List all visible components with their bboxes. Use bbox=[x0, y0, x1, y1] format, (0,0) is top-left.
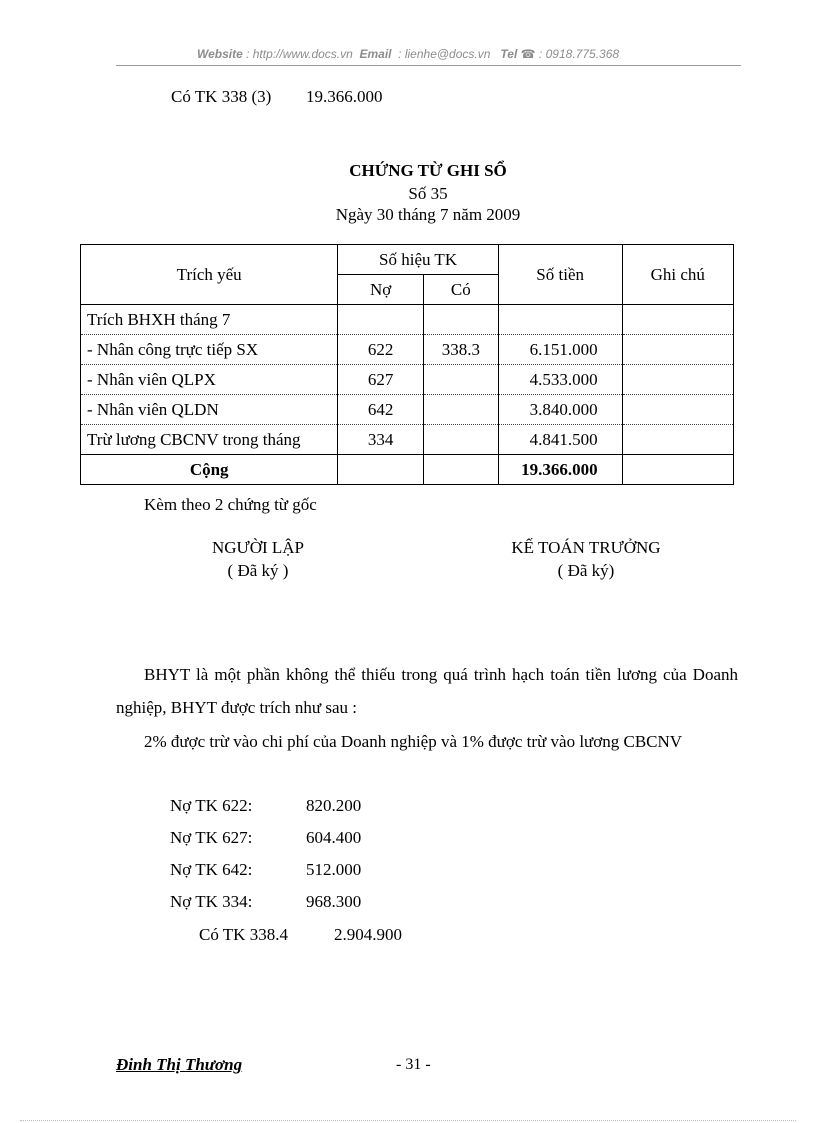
entry-amount: 512.000 bbox=[306, 860, 362, 879]
website-label: Website bbox=[196, 47, 243, 61]
total-co bbox=[423, 455, 498, 485]
row-amount: 3.840.000 bbox=[498, 395, 622, 425]
col-ghi-chu: Ghi chú bbox=[622, 245, 733, 305]
row-note bbox=[622, 335, 733, 365]
page-number: - 31 - bbox=[396, 1056, 431, 1073]
row-co bbox=[423, 425, 498, 455]
total-label: Cộng bbox=[81, 455, 338, 485]
entry-amount: 968.300 bbox=[306, 892, 362, 911]
page-header bbox=[0, 47, 816, 61]
row-co bbox=[423, 365, 498, 395]
credit-entry-amount: 2.904.900 bbox=[334, 925, 402, 944]
email-value: : lienhe@docs.vn bbox=[398, 47, 491, 61]
table-row bbox=[81, 425, 734, 455]
total-no bbox=[338, 455, 424, 485]
entry-amount: 820.200 bbox=[306, 796, 362, 815]
table-row bbox=[81, 335, 734, 365]
row-amount bbox=[498, 305, 622, 335]
row-co bbox=[423, 395, 498, 425]
entry-amount: 604.400 bbox=[306, 828, 362, 847]
top-entry-account: Có TK 338 (3) bbox=[171, 87, 272, 106]
row-desc: Trích BHXH tháng 7 bbox=[81, 305, 338, 335]
row-co: 338.3 bbox=[423, 335, 498, 365]
table-row bbox=[81, 305, 734, 335]
entry-account: Nợ TK 622: bbox=[170, 796, 253, 815]
top-entry-amount: 19.366.000 bbox=[306, 87, 383, 106]
voucher-title: CHỨNG TỪ GHI SỔ bbox=[349, 161, 507, 180]
voucher-number: Số 35 bbox=[408, 184, 448, 203]
entry-account: Nợ TK 334: bbox=[170, 892, 253, 911]
row-desc: Trừ lương CBCNV trong tháng bbox=[81, 425, 338, 455]
row-no: 334 bbox=[338, 425, 424, 455]
col-no: Nợ bbox=[338, 275, 424, 305]
row-note bbox=[622, 365, 733, 395]
row-no: 622 bbox=[338, 335, 424, 365]
tel-label: Tel bbox=[500, 47, 518, 61]
paragraph-bhyt-intro: BHYT là một phần không thể thiếu trong quá trình hạch toán tiền lương của Doanh nghiệp, BHYT được trích như sau : bbox=[116, 665, 738, 717]
row-desc: - Nhân viên QLDN bbox=[81, 395, 338, 425]
row-amount: 4.841.500 bbox=[498, 425, 622, 455]
signature-left-status: ( Đã ký ) bbox=[227, 561, 289, 580]
row-desc: - Nhân công trực tiếp SX bbox=[81, 335, 338, 365]
row-amount: 4.533.000 bbox=[498, 365, 622, 395]
row-note bbox=[622, 305, 733, 335]
website-value: : http://www.docs.vn bbox=[246, 47, 353, 61]
signature-right-status: ( Đã ký) bbox=[557, 561, 615, 580]
total-amount: 19.366.000 bbox=[498, 455, 622, 485]
phone-icon: ☎ bbox=[520, 47, 536, 61]
col-trich-yeu: Trích yếu bbox=[81, 245, 338, 305]
row-note bbox=[622, 395, 733, 425]
row-co bbox=[423, 305, 498, 335]
row-no: 627 bbox=[338, 365, 424, 395]
credit-entry-account: Có TK 338.4 bbox=[199, 925, 288, 944]
total-note bbox=[622, 455, 733, 485]
row-desc: - Nhân viên QLPX bbox=[81, 365, 338, 395]
row-no bbox=[338, 305, 424, 335]
entry-account: Nợ TK 642: bbox=[170, 860, 253, 879]
table-row bbox=[81, 395, 734, 425]
row-note bbox=[622, 425, 733, 455]
voucher-date: Ngày 30 tháng 7 năm 2009 bbox=[335, 205, 521, 224]
row-amount: 6.151.000 bbox=[498, 335, 622, 365]
paragraph-bhyt-rate: 2% được trừ vào chi phí của Doanh nghiệp và 1% được trừ vào lương CBCNV bbox=[144, 732, 683, 751]
col-so-tien: Số tiền bbox=[498, 245, 622, 305]
signature-right-title: KẾ TOÁN TRƯỞNG bbox=[511, 538, 661, 557]
table-row bbox=[81, 365, 734, 395]
col-so-hieu: Số hiệu TK bbox=[338, 245, 498, 275]
signature-left-title: NGƯỜI LẬP bbox=[211, 538, 305, 557]
voucher-table bbox=[80, 244, 734, 485]
total-row bbox=[81, 455, 734, 485]
email-label: Email bbox=[359, 47, 392, 61]
footer-divider bbox=[20, 1120, 796, 1121]
attached-docs: Kèm theo 2 chứng từ gốc bbox=[144, 495, 317, 514]
col-co: Có bbox=[423, 275, 498, 305]
entry-account: Nợ TK 627: bbox=[170, 828, 253, 847]
header-divider bbox=[116, 65, 741, 66]
footer-author: Đinh Thị Thương bbox=[116, 1055, 243, 1074]
row-no: 642 bbox=[338, 395, 424, 425]
tel-value: : 0918.775.368 bbox=[538, 47, 620, 61]
